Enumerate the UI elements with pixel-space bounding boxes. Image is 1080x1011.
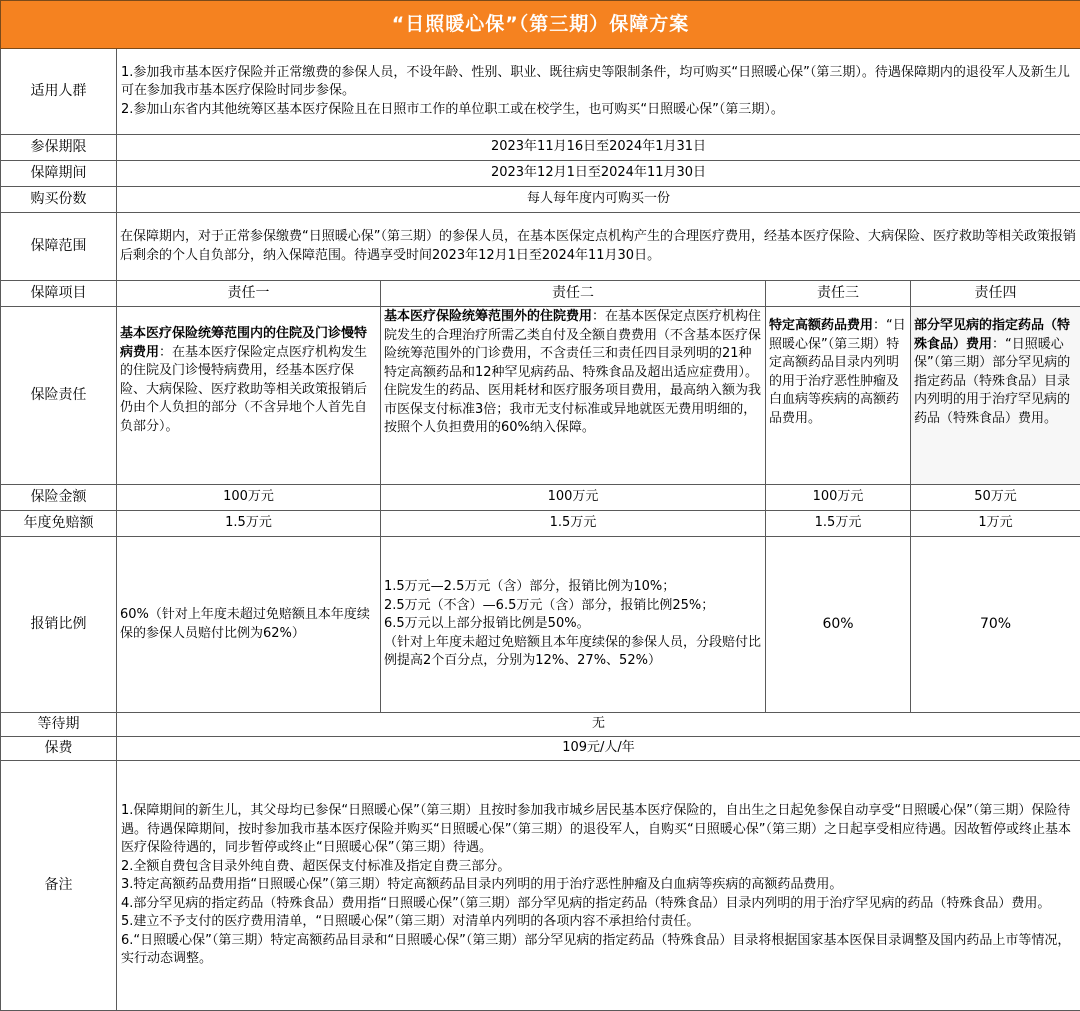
scope-label: 保障范围 [1,213,117,281]
eligible-content [117,49,1080,135]
responsibility-r4-text: ：“日照暖心保”（第三期）部分罕见病的指定药品（特殊食品）目录内列明的用于治疗罕见病的药品（特殊食品）费用。 [914,336,1071,426]
deductible-r1: 1.5万元 [117,511,381,537]
eligible-line-2: 2.参加山东省内其他统筹区基本医疗保险且在日照市工作的单位职工或在校学生，也可购买“日照暖心保”（第三期）。 [121,101,784,117]
waiting-value: 无 [117,713,1080,737]
responsibility-r3-title: 特定高额药品费用 [769,318,874,333]
enroll-period-label: 参保期限 [1,135,117,161]
waiting-label: 等待期 [1,713,117,737]
ratio-r2-line-4: （针对上年度未超过免赔额且本年度续保的参保人员，分段赔付比例提高2个百分点，分别为12%、27%、52%） [384,634,762,669]
deductible-r4: 1万元 [911,511,1080,537]
column-header-r3: 责任三 [766,281,911,307]
ratio-r2-line-3: 6.5万元以上部分报销比例是50%。 [384,616,590,632]
amount-r1: 100万元 [117,485,381,511]
responsibility-label: 保险责任 [1,307,117,485]
amount-r4: 50万元 [911,485,1080,511]
notes-line-2: 2.全额自费包含目录外纯自费、超医保支付标准及指定自费三部分。 [121,858,511,874]
ratio-r2-line-2: 2.5万元（不含）—6.5万元（含）部分，报销比例25%； [384,597,715,613]
notes-content [117,761,1080,1011]
responsibility-r2-title: 基本医疗保险统筹范围外的住院费用 [384,309,593,324]
deductible-label: 年度免赔额 [1,511,117,537]
ratio-r2 [381,537,766,713]
amount-r3: 100万元 [766,485,911,511]
items-label: 保障项目 [1,281,117,307]
notes-line-4: 4.部分罕见病的指定药品（特殊食品）费用指“日照暖心保”（第三期）部分罕见病的指定药品（特殊食品）目录内列明的用于治疗罕见病的药品（特殊食品）费用。 [121,895,1051,911]
eligible-label: 适用人群 [1,49,117,135]
responsibility-r1 [117,307,381,485]
coverage-period-value: 2023年12月1日至2024年11月30日 [117,161,1080,187]
responsibility-r4 [911,307,1080,485]
column-header-r2: 责任二 [381,281,766,307]
coverage-period-label: 保障期间 [1,161,117,187]
responsibility-r4-title: 部分罕见病的指定药品（特殊食品）费用 [914,318,1071,352]
purchase-limit-label: 购买份数 [1,187,117,213]
amount-r2: 100万元 [381,485,766,511]
responsibility-r2-text: ：在基本医保定点医疗机构住院发生的合理治疗所需乙类自付及全额自费费用（不含基本医疗保险统筹范围外的门诊费用，不含责任三和责任四目录列明的21种特定高额药品和12种罕见病药品、特殊食品及超出适应症费用）。住院发生的药品、医用耗材和医疗服务项目费用，最高纳入额为我市医保支付标准3倍；我市无支付标准或异地就医无费用明细的，按照个人负担费用的60%纳入保障。 [384,309,762,435]
scope-value: 在保障期内，对于正常参保缴费“日照暖心保”（第三期）的参保人员，在基本医保定点机构产生的合理医疗费用，经基本医疗保险、大病保险、医疗救助等相关政策报销后剩余的个人自负部分，纳入保障范围。待遇享受时间2023年12月1日至2024年11月30日。 [117,213,1080,281]
enroll-period-value: 2023年11月16日至2024年1月31日 [117,135,1080,161]
ratio-r4: 70% [911,537,1080,713]
column-header-r4: 责任四 [911,281,1080,307]
responsibility-r1-title: 基本医疗保险统筹范围内的住院及门诊慢特病费用 [120,326,368,360]
responsibility-r3-text: ：“日照暖心保”（第三期）特定高额药品目录内列明的用于治疗恶性肿瘤及白血病等疾病的高额药品费用。 [769,318,906,426]
ratio-r2-line-1: 1.5万元—2.5万元（含）部分，报销比例为10%； [384,579,676,595]
responsibility-r1-text: ：在基本医疗保险定点医疗机构发生的住院及门诊慢特病费用，经基本医疗保险、大病保险、医疗救助等相关政策报销后仍由个人负担的部分（不含异地个人首先自负部分）。 [120,344,368,434]
notes-line-5: 5.建立不予支付的医疗费用清单，“日照暖心保”（第三期）对清单内列明的各项内容不承担给付责任。 [121,914,700,930]
eligible-line-1: 1.参加我市基本医疗保险并正常缴费的参保人员，不设年龄、性别、职业、既往病史等限制条件，均可购买“日照暖心保”（第三期）。待遇保障期内的退役军人及新生儿可在参加我市基本医疗保险时同步参保。 [121,64,1070,99]
responsibility-r3 [766,307,911,485]
notes-line-3: 3.特定高额药品费用指“日照暖心保”（第三期）特定高额药品目录内列明的用于治疗恶性肿瘤及白血病等疾病的高额药品费用。 [121,877,843,893]
deductible-r2: 1.5万元 [381,511,766,537]
notes-label: 备注 [1,761,117,1011]
notes-line-6: 6.“日照暖心保”（第三期）特定高额药品目录和“日照暖心保”（第三期）部分罕见病的指定药品（特殊食品）目录将根据国家基本医保目录调整及国内药品上市等情况，实行动态调整。 [121,932,1071,967]
amount-label: 保险金额 [1,485,117,511]
purchase-limit-value: 每人每年度内可购买一份 [117,187,1080,213]
ratio-label: 报销比例 [1,537,117,713]
deductible-r3: 1.5万元 [766,511,911,537]
premium-label: 保费 [1,737,117,761]
ratio-r3: 60% [766,537,911,713]
premium-value: 109元/人/年 [117,737,1080,761]
notes-line-1: 1.保障期间的新生儿，其父母均已参保“日照暖心保”（第三期）且按时参加我市城乡居民基本医疗保险的，自出生之日起免参保自动享受“日照暖心保”（第三期）保险待遇。待遇保障期间，按时参加我市基本医疗保险并购买“日照暖心保”（第三期）的退役军人，自购买“日照暖心保”（第三期）之日起享受相应待遇。因故暂停或终止基本医疗保险待遇的，同步暂停或终止“日照暖心保”（第三期）待遇。 [121,803,1071,856]
responsibility-r2 [381,307,766,485]
page-title: “日照暖心保”（第三期）保障方案 [1,1,1080,49]
column-header-r1: 责任一 [117,281,381,307]
ratio-r1: 60%（针对上年度未超过免赔额且本年度续保的参保人员赔付比例为62%） [117,537,381,713]
